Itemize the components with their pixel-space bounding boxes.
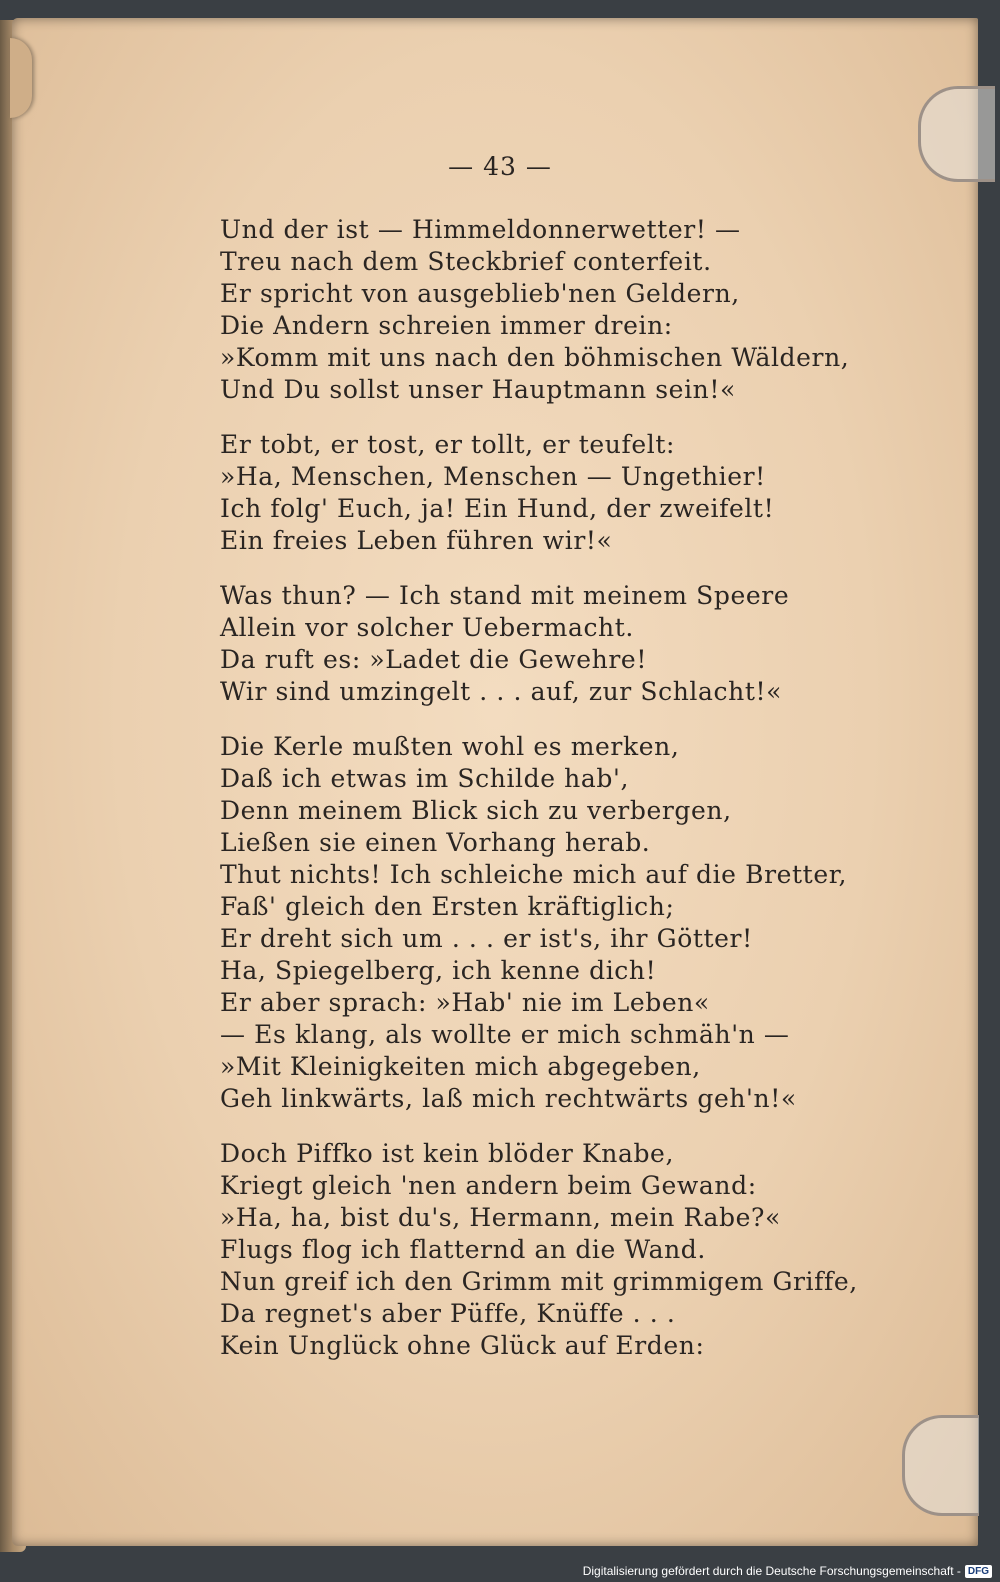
poem-line: Flugs flog ich flatternd an die Wand. (220, 1235, 706, 1264)
poem-line: Wir sind umzingelt . . . auf, zur Schlacht!« (220, 677, 783, 706)
poem-line: Ließen sie einen Vorhang herab. (220, 828, 651, 857)
poem-line: Nun greif ich den Grimm mit grimmigem Griffe, (220, 1267, 858, 1296)
stanza (220, 429, 900, 557)
poem-line: Da ruft es: »Ladet die Gewehre! (220, 645, 647, 674)
poem-line: Er spricht von ausgeblieb'nen Geldern, (220, 279, 740, 308)
poem-line: Die Kerle mußten wohl es merken, (220, 732, 680, 761)
digitization-footer (583, 1564, 992, 1578)
poem-line: Die Andern schreien immer drein: (220, 311, 673, 340)
poem-line: — Es klang, als wollte er mich schmäh'n — (220, 1020, 790, 1049)
page-clip-bottom (902, 1415, 979, 1516)
poem-line: Treu nach dem Steckbrief conterfeit. (220, 247, 712, 276)
poem-line: Faß' gleich den Ersten kräftiglich; (220, 892, 675, 921)
footer-text: Digitalisierung gefördert durch die Deutsche Forschungsgemeinschaft - (582, 1564, 961, 1578)
poem-line: Was thun? — Ich stand mit meinem Speere (220, 581, 790, 610)
stanza (220, 214, 900, 406)
page-number: — 43 — (448, 152, 552, 181)
poem-line: Er aber sprach: »Hab' nie im Leben« (220, 988, 710, 1017)
poem-line: Ha, Spiegelberg, ich kenne dich! (220, 956, 657, 985)
poem-line: Ein freies Leben führen wir!« (220, 526, 613, 555)
poem-line: Thut nichts! Ich schleiche mich auf die Bretter, (220, 860, 848, 889)
poem-line: Geh linkwärts, laß mich rechtwärts geh'n!« (220, 1084, 797, 1113)
stanza (220, 731, 900, 1115)
poem-line: Und der ist — Himmeldonnerwetter! — (220, 215, 741, 244)
poem-line: Doch Piffko ist kein blöder Knabe, (220, 1139, 674, 1168)
poem-line: »Komm mit uns nach den böhmischen Wäldern, (220, 343, 850, 372)
poem-line: Daß ich etwas im Schilde hab', (220, 764, 630, 793)
poem-line: Allein vor solcher Uebermacht. (220, 613, 634, 642)
poem-line: Kein Unglück ohne Glück auf Erden: (220, 1331, 705, 1360)
poem-line: »Ha, ha, bist du's, Hermann, mein Rabe?« (220, 1203, 781, 1232)
stanza (220, 1138, 900, 1362)
poem-line: Ich folg' Euch, ja! Ein Hund, der zweifelt! (220, 494, 775, 523)
poem-line: Kriegt gleich 'nen andern beim Gewand: (220, 1171, 757, 1200)
poem-line: Er dreht sich um . . . er ist's, ihr Götter! (220, 924, 753, 953)
poem-line: »Mit Kleinigkeiten mich abgegeben, (220, 1052, 701, 1081)
stanza (220, 580, 900, 708)
poem-line: Er tobt, er tost, er tollt, er teufelt: (220, 430, 676, 459)
dfg-logo: DFG (965, 1565, 992, 1578)
poem-line: Und Du sollst unser Hauptmann sein!« (220, 375, 736, 404)
poem-line: Denn meinem Blick sich zu verbergen, (220, 796, 732, 825)
poem-line: Da regnet's aber Püffe, Knüffe . . . (220, 1299, 676, 1328)
poem-line: »Ha, Menschen, Menschen — Ungethier! (220, 462, 766, 491)
poem-text (220, 214, 900, 1385)
